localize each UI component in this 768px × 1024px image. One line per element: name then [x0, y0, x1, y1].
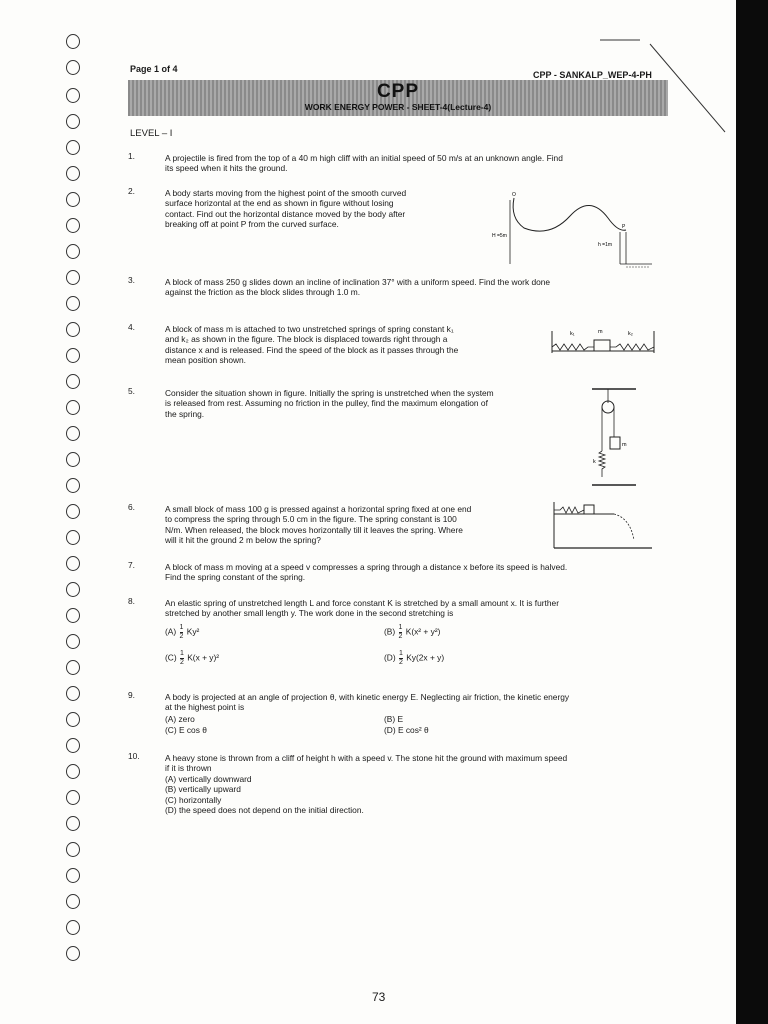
fig-label-m: m	[622, 442, 627, 448]
fraction-half: $\frac{1}{2}$	[398, 624, 403, 640]
question-line: to compress the spring through 5.0 cm in the figure. The spring constant is 100	[165, 514, 457, 525]
binder-hole	[66, 426, 80, 441]
question-line: breaking off at point P from the curved surface.	[165, 219, 339, 230]
question-9	[165, 692, 569, 713]
binder-hole	[66, 764, 80, 779]
fig-label-height: H =5m	[492, 233, 507, 239]
binder-hole	[66, 816, 80, 831]
page-number: 73	[372, 990, 386, 1004]
binder-hole	[66, 374, 80, 389]
question-line: N/m. When released, the block moves horizontally till it leaves the spring. Where	[165, 524, 463, 535]
question-line: its speed when it hits the ground.	[165, 163, 288, 174]
question-3	[165, 277, 550, 298]
option-a: (A) zero	[165, 714, 195, 724]
banner-title: CPP	[376, 81, 420, 102]
binder-hole	[66, 530, 80, 545]
option-a: (A) $\frac{1}{2}$ Ky²	[165, 624, 200, 640]
option-a: (A) vertically downward	[165, 773, 252, 784]
question-6	[165, 504, 550, 546]
fig-label-k: k	[593, 459, 596, 465]
question-line: and k₂ as shown in the figure. The block is displaced towards right through a	[165, 334, 448, 345]
question-line: A block of mass m is attached to two unstretched springs of spring constant k₁	[165, 324, 454, 334]
binder-hole	[66, 504, 80, 519]
fig-label-p: P	[622, 224, 626, 230]
question-line: the spring.	[165, 408, 205, 419]
curved-surface-figure	[490, 188, 660, 270]
level-heading: LEVEL – I	[130, 128, 173, 139]
binder-hole	[66, 322, 80, 337]
question-number: 4.	[128, 322, 135, 332]
binder-hole	[66, 634, 80, 649]
binder-hole	[66, 452, 80, 467]
fraction-half: $\frac{1}{2}$	[398, 650, 403, 666]
question-line: if it is thrown	[165, 763, 212, 774]
binder-hole	[66, 244, 80, 259]
option-c: (C) $\frac{1}{2}$ K(x + y)²	[165, 650, 220, 666]
question-line: A block of mass m moving at a speed v compresses a spring through a distance x before its speed is halved.	[165, 562, 568, 572]
fig-label-h: h =1m	[598, 242, 613, 248]
binder-hole	[66, 894, 80, 909]
question-2	[165, 188, 485, 230]
sheet-code: CPP - SANKALP_WEP-4-PH	[533, 70, 652, 80]
scan-dark-edge	[736, 0, 768, 1024]
question-line: stretched by another small length y. The work done in the second stretching is	[165, 608, 454, 619]
question-line: is released from rest. Assuming no friction in the pulley, find the maximum elongation of	[165, 398, 488, 409]
question-line: surface horizontal at the end as shown in figure without losing	[165, 198, 394, 209]
binder-hole	[66, 478, 80, 493]
question-line: contact. Find out the horizontal distance moved by the body after	[165, 208, 406, 219]
question-1	[165, 153, 563, 174]
binder-hole	[66, 114, 80, 129]
binder-hole	[66, 556, 80, 571]
binder-hole	[66, 686, 80, 701]
question-line: A block of mass 250 g slides down an incline of inclination 37° with a uniform speed. Find the work done	[165, 277, 551, 287]
fig-label-k2: k₂	[628, 331, 633, 337]
binder-hole	[66, 166, 80, 181]
option-c: (C) horizontally	[165, 794, 222, 805]
question-line: A projectile is fired from the top of a 40 m high cliff with an initial speed of 50 m/s at an unknown angle. Find	[165, 153, 563, 163]
binder-hole	[66, 738, 80, 753]
question-line: A body starts moving from the highest point of the smooth curved	[165, 188, 407, 198]
binder-hole	[66, 88, 80, 103]
question-line: mean position shown.	[165, 355, 247, 366]
binder-hole	[66, 296, 80, 311]
fig-label-o: O	[512, 192, 516, 198]
binder-hole	[66, 400, 80, 415]
binder-hole	[66, 60, 80, 75]
binder-hole	[66, 34, 80, 49]
option-b: (B) E	[384, 714, 404, 724]
binder-hole	[66, 842, 80, 857]
question-7	[165, 562, 567, 583]
binder-hole	[66, 868, 80, 883]
question-number: 8.	[128, 596, 135, 606]
fraction-half: $\frac{1}{2}$	[179, 650, 184, 666]
question-4	[165, 324, 545, 366]
page-indicator: Page 1 of 4	[130, 64, 178, 74]
question-number: 3.	[128, 275, 135, 285]
fig-label-m: m	[598, 329, 603, 335]
question-number: 2.	[128, 186, 135, 196]
binder-hole	[66, 270, 80, 285]
question-line: will it hit the ground 2 m below the spring?	[165, 535, 321, 546]
question-line: A small block of mass 100 g is pressed against a horizontal spring fixed at one end	[165, 504, 472, 514]
question-line: distance x and is released. Find the speed of the block as it passes through the	[165, 344, 459, 355]
sheet-banner	[128, 80, 668, 116]
spring-cliff-figure	[552, 500, 658, 552]
option-b: (B) $\frac{1}{2}$ K(x² + y²)	[384, 624, 441, 640]
question-5	[165, 388, 585, 419]
question-number: 9.	[128, 690, 135, 700]
question-number: 1.	[128, 151, 135, 161]
question-line: against the friction as the block slides through 1.0 m.	[165, 287, 361, 298]
question-number: 5.	[128, 386, 135, 396]
question-line: at the highest point is	[165, 702, 245, 713]
question-number: 10.	[128, 751, 140, 761]
fig-label-k1: k₁	[570, 331, 575, 337]
binder-hole	[66, 348, 80, 363]
question-line: A body is projected at an angle of projection θ, with kinetic energy E. Neglecting air friction, the kinetic energy	[165, 692, 570, 702]
fraction-half: $\frac{1}{2}$	[179, 624, 184, 640]
binder-hole	[66, 790, 80, 805]
binder-hole	[66, 946, 80, 961]
binder-hole	[66, 920, 80, 935]
question-number: 7.	[128, 560, 135, 570]
question-number: 6.	[128, 502, 135, 512]
question-8	[165, 598, 559, 619]
binder-hole	[66, 660, 80, 675]
binder-hole	[66, 218, 80, 233]
binder-hole	[66, 192, 80, 207]
binder-hole	[66, 712, 80, 727]
two-spring-figure	[548, 325, 660, 355]
binder-hole	[66, 582, 80, 597]
option-d: (D) E cos² θ	[384, 725, 429, 735]
binder-hole	[66, 140, 80, 155]
question-line: A heavy stone is thrown from a cliff of height h with a speed v. The stone hit the ground with maximum speed	[165, 753, 568, 763]
binder-hole	[66, 608, 80, 623]
pulley-spring-figure	[588, 385, 644, 491]
banner-subtitle: WORK ENERGY POWER - SHEET-4(Lecture-4)	[304, 102, 492, 112]
option-b: (B) vertically upward	[165, 784, 241, 795]
question-10	[165, 753, 567, 815]
question-line: Consider the situation shown in figure. Initially the spring is unstretched when the system	[165, 388, 494, 398]
question-line: Find the spring constant of the spring.	[165, 572, 306, 583]
option-d: (D) $\frac{1}{2}$ Ky(2x + y)	[384, 650, 445, 666]
option-d: (D) the speed does not depend on the initial direction.	[165, 805, 364, 816]
option-c: (C) E cos θ	[165, 725, 207, 735]
question-line: An elastic spring of unstretched length L and force constant K is stretched by a small amount x. It is further	[165, 598, 559, 608]
